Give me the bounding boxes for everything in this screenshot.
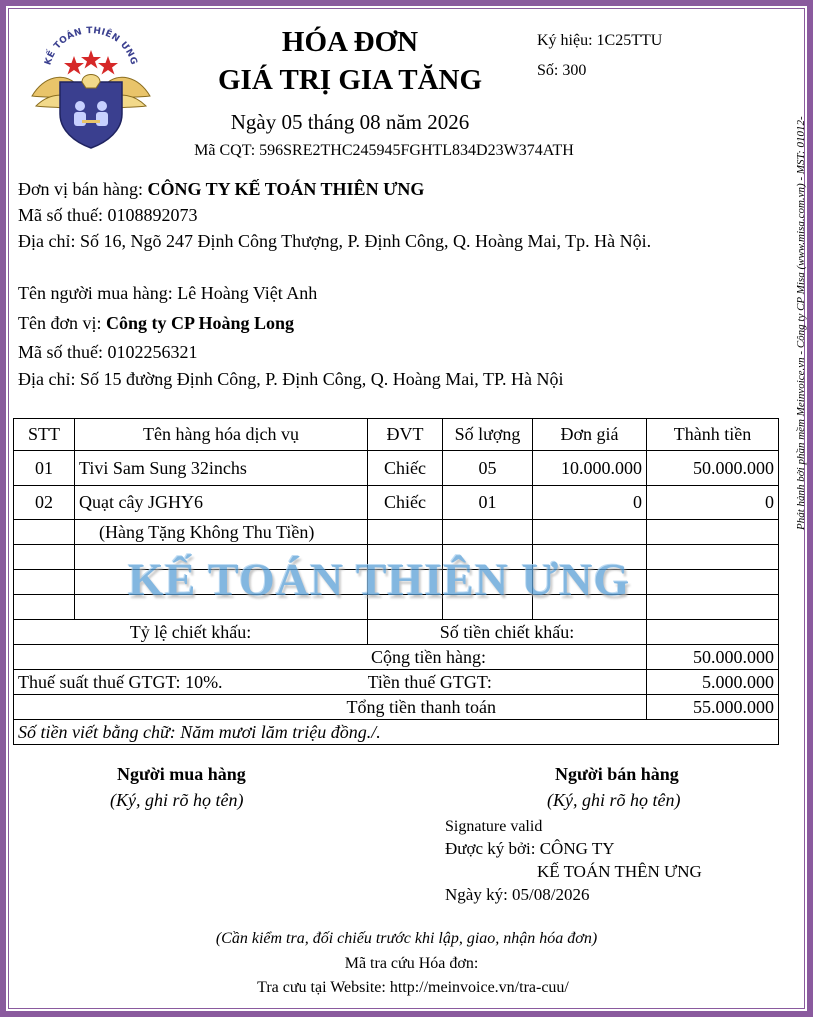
row-stt: 01	[14, 451, 75, 486]
table-row	[14, 451, 779, 486]
digital-signature	[445, 818, 702, 905]
buyer-sign-title: Người mua hàng	[117, 764, 246, 784]
col-header-price: Đơn giá	[533, 419, 647, 451]
invoice-subtitle: GIÁ TRỊ GIA TĂNG	[217, 64, 483, 96]
row-qty: 01	[443, 486, 533, 520]
seller-sign-hint: (Ký, ghi rõ họ tên)	[547, 790, 681, 810]
signed-by-company: KẾ TOÁN THÊN ƯNG	[537, 862, 702, 881]
subtotal-row	[14, 645, 779, 670]
row-stt: 02	[14, 486, 75, 520]
discount-rate-label: Tỷ lệ chiết khấu:	[14, 620, 368, 645]
total-row	[14, 695, 779, 720]
row-name: Tivi Sam Sung 32inchs	[75, 451, 368, 486]
buyer-person: Tên người mua hàng: Lê Hoàng Việt Anh	[18, 283, 318, 303]
buyer-unit-label: Tên đơn vị:	[18, 313, 107, 333]
row-price: 0	[533, 486, 647, 520]
buyer-tax-code: Mã số thuế: 0102256321	[18, 342, 198, 362]
side-note: Phát hành bởi phần mềm Meinvoice.vn - Công ty CP Misa (www.misa.com.vn) - MST: 01012-	[795, 116, 807, 530]
total-label: Tổng tiền thanh toán	[14, 695, 647, 720]
watermark: KẾ TOÁN THIÊN ƯNG	[128, 554, 631, 605]
lookup-website[interactable]: Tra cưu tại Website: http://meinvoice.vn/tra-cuu/	[257, 979, 569, 996]
invoice-symbol: Ký hiệu: 1C25TTU	[537, 32, 663, 49]
col-header-unit: ĐVT	[368, 419, 443, 451]
seller-sign-title: Người bán hàng	[555, 764, 679, 784]
invoice-date: Ngày 05 tháng 08 năm 2026	[230, 110, 470, 134]
col-header-stt: STT	[14, 419, 75, 451]
invoice-number: Số: 300	[537, 62, 587, 79]
vat-rate: Thuế suất thuế GTGT: 10%.	[14, 670, 368, 695]
vat-label: Tiền thuế GTGT:	[368, 670, 647, 695]
row-amount: 50.000.000	[647, 451, 779, 486]
seller-line	[18, 179, 424, 200]
col-header-qty: Số lượng	[443, 419, 533, 451]
row-unit: Chiếc	[368, 451, 443, 486]
seller-label: Đơn vị bán hàng:	[18, 179, 148, 199]
svg-text:KẾ TOÁN THIÊN ƯNG: KẾ TOÁN THIÊN ƯNG	[43, 26, 139, 67]
col-header-name: Tên hàng hóa dịch vụ	[75, 419, 368, 451]
signed-by: Được ký bởi: CÔNG TY	[445, 839, 615, 858]
discount-row	[14, 620, 779, 645]
buyer-address: Địa chỉ: Số 15 đường Định Công, P. Định Công, Q. Hoàng Mai, TP. Hà Nội	[18, 369, 564, 389]
seller-tax-code: Mã số thuế: 0108892073	[18, 205, 198, 225]
vat-row	[14, 670, 779, 695]
cqt-code: Mã CQT: 596SRE2THC245945FGHTL834D23W374ATH	[194, 142, 574, 159]
invoice-title: HÓA ĐƠN	[281, 26, 419, 58]
row-price: 10.000.000	[533, 451, 647, 486]
subtotal-label: Cộng tiền hàng:	[14, 645, 647, 670]
buyer-sign-hint: (Ký, ghi rõ họ tên)	[110, 790, 244, 810]
signature-valid: Signature valid	[445, 818, 543, 835]
seller-name: CÔNG TY KẾ TOÁN THIÊN ƯNG	[147, 179, 425, 199]
subtotal-value: 50.000.000	[647, 645, 779, 670]
row-amount: 0	[647, 486, 779, 520]
row-name: Quạt cây JGHY6	[75, 486, 368, 520]
gift-note: (Hàng Tặng Không Thu Tiền)	[75, 520, 368, 545]
vat-value: 5.000.000	[647, 670, 779, 695]
buyer-unit-line	[18, 313, 294, 334]
sign-date: Ngày ký: 05/08/2026	[445, 885, 590, 904]
row-unit: Chiếc	[368, 486, 443, 520]
in-words-row	[14, 720, 779, 745]
discount-amount-label: Số tiền chiết khấu:	[368, 620, 647, 645]
buyer-unit-name: Công ty CP Hoàng Long	[106, 313, 295, 333]
total-value: 55.000.000	[647, 695, 779, 720]
col-header-amount: Thành tiền	[647, 419, 779, 451]
lookup-code: Mã tra cứu Hóa đơn:	[344, 955, 479, 972]
seller-address: Địa chỉ: Số 16, Ngõ 247 Định Công Thượng, P. Định Công, Q. Hoàng Mai, Tp. Hà Nội.	[18, 231, 652, 251]
amount-in-words: Số tiền viết bằng chữ: Năm mươi lăm triệu đồng./.	[14, 720, 779, 745]
check-note: (Cần kiểm tra, đối chiếu trước khi lập, giao, nhận hóa đơn)	[215, 930, 598, 947]
row-qty: 05	[443, 451, 533, 486]
table-row	[14, 486, 779, 520]
table-header-row	[14, 419, 779, 451]
table-row	[14, 520, 779, 545]
